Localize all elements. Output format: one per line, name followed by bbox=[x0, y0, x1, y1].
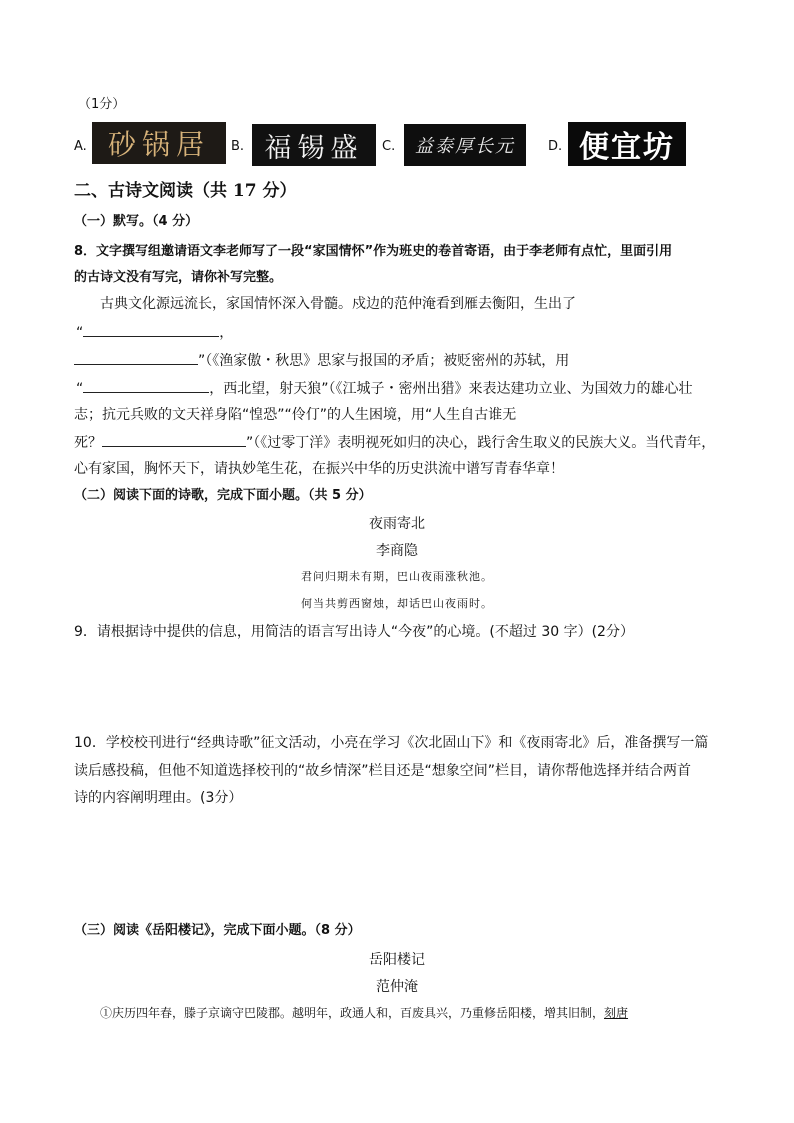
answer-blank-4[interactable] bbox=[102, 432, 246, 447]
passage-line7: 心有家国，胸怀天下，请执妙笔生花，在振兴中华的历史洪流中谱写青春华章！ bbox=[74, 461, 564, 477]
section-title: 二、古诗文阅读（共 17 分） bbox=[74, 181, 297, 201]
option-c-text: 益泰厚长元 bbox=[415, 136, 515, 157]
passage-line5: 志；抗元兵败的文天祥身陷“惶恐”“伶仃”的人生困境，用“人生自古谁无 bbox=[74, 407, 517, 423]
poem-line-2: 何当共剪西窗烛，却话巴山夜雨时。 bbox=[301, 597, 493, 610]
part2-title: （二）阅读下面的诗歌，完成下面小题。（共 5 分） bbox=[74, 488, 372, 503]
option-b-calligraphy[interactable] bbox=[252, 124, 376, 166]
option-a-letter: A. bbox=[74, 139, 87, 154]
option-b-text: 福锡盛 bbox=[264, 132, 364, 164]
passage-line4-text: ，西北望，射天狼”（《江城子・密州出猎》来表达建功立业、为国效力的雄心壮 bbox=[209, 381, 693, 397]
question-10-line2: 读后感投稿，但他不知道选择校刊的“故乡情深”栏目还是“想象空间”栏目，请你帮他选择并结合两首 bbox=[74, 763, 692, 779]
passage-line6 bbox=[74, 432, 715, 453]
text-paragraph-1 bbox=[100, 1004, 628, 1022]
open-quote: “ bbox=[76, 325, 84, 341]
passage-line4 bbox=[76, 378, 693, 399]
passage-line3-text: ”（《渔家傲・秋思》思家与报国的矛盾；被贬密州的苏轼，用 bbox=[198, 353, 570, 369]
passage-line3 bbox=[74, 350, 569, 371]
passage-line6-text: ”（《过零丁洋》表明视死如归的决心，践行舍生取义的民族大义。当代青年， bbox=[246, 435, 716, 451]
question-9: 9．请根据诗中提供的信息，用简洁的语言写出诗人“今夜”的心境。(不超过 30 字）(2分） bbox=[74, 624, 634, 640]
text-author: 范仲淹 bbox=[376, 979, 418, 995]
answer-blank-3[interactable] bbox=[83, 378, 209, 393]
option-d-text: 便宜坊 bbox=[579, 130, 675, 165]
poem-line-1: 君问归期未有期，巴山夜雨涨秋池。 bbox=[301, 570, 493, 583]
q8-line1: 8．文字撰写组邀请语文李老师写了一段“家国情怀”作为班史的卷首寄语，由于李老师有点忙，里面引用 bbox=[74, 244, 673, 259]
passage-line1: 古典文化源远流长，家国情怀深入骨髓。戍边的范仲淹看到雁去衡阳，生出了 bbox=[100, 296, 576, 312]
poem-author: 李商隐 bbox=[376, 543, 418, 559]
answer-blank-2[interactable] bbox=[74, 350, 198, 365]
text-title: 岳阳楼记 bbox=[369, 952, 425, 968]
text-line1-main: ①庆历四年春，滕子京谪守巴陵郡。越明年，政通人和，百废具兴，乃重修岳阳楼，增其旧制， bbox=[100, 1006, 605, 1020]
answer-blank-1[interactable] bbox=[83, 322, 219, 337]
part1-title: （一）默写。（4 分） bbox=[74, 214, 199, 229]
option-c-letter: C. bbox=[382, 139, 396, 154]
option-d-letter: D. bbox=[548, 139, 563, 154]
comma: ， bbox=[219, 325, 234, 341]
text-line1-underlined: 刻唐 bbox=[604, 1006, 629, 1020]
part3-title: （三）阅读《岳阳楼记》，完成下面小题。（8 分） bbox=[74, 923, 361, 938]
passage-line2 bbox=[76, 322, 233, 343]
question-10-line3: 诗的内容阐明理由。(3分） bbox=[74, 790, 243, 806]
option-a-text: 砂锅居 bbox=[107, 128, 210, 161]
option-d-calligraphy[interactable] bbox=[568, 122, 686, 166]
option-b-letter: B. bbox=[231, 139, 245, 154]
question-10-line1: 10．学校校刊进行“经典诗歌”征文活动，小亮在学习《次北固山下》和《夜雨寄北》后，准备撰写一篇 bbox=[74, 735, 709, 751]
option-c-calligraphy[interactable] bbox=[404, 124, 526, 166]
passage-line6-start: 死？ bbox=[74, 435, 102, 451]
score-label: （1分） bbox=[78, 97, 126, 112]
open-quote-2: “ bbox=[76, 381, 84, 397]
q8-line2: 的古诗文没有写完，请你补写完整。 bbox=[74, 270, 283, 285]
poem-title: 夜雨寄北 bbox=[369, 516, 425, 532]
option-a-calligraphy[interactable] bbox=[92, 122, 226, 164]
